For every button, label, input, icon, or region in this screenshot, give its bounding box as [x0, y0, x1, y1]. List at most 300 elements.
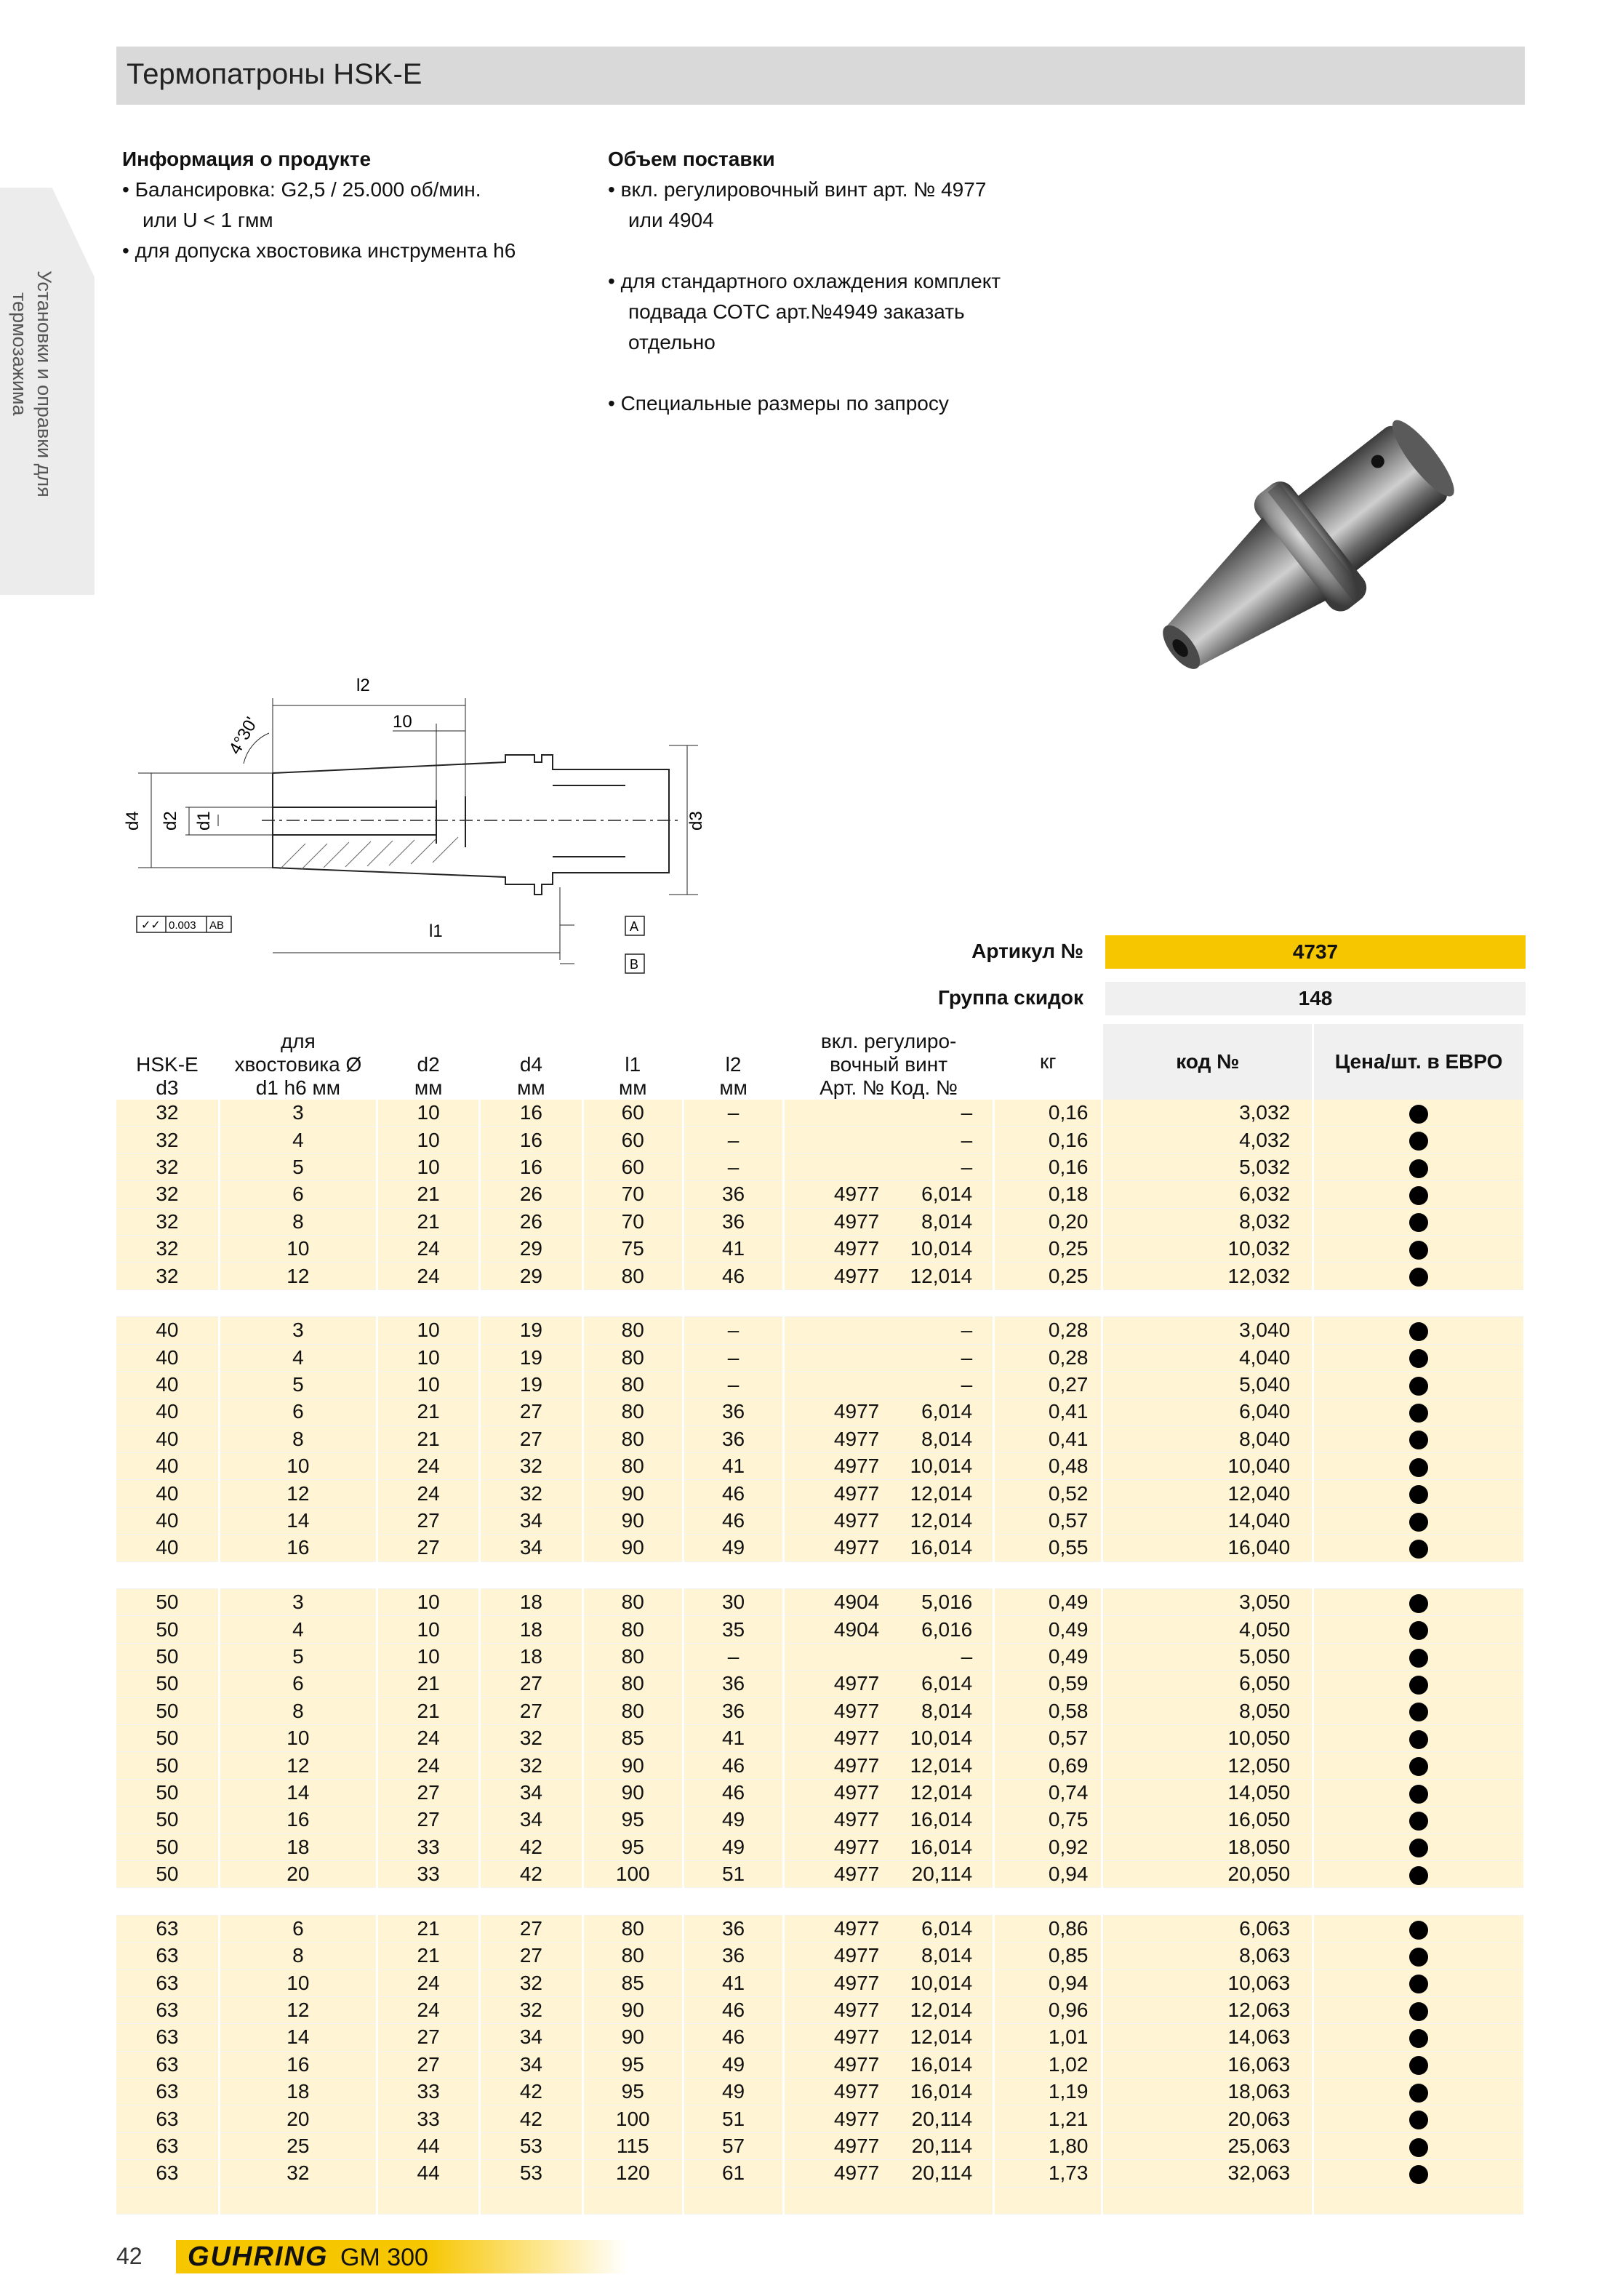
cell-screw-article: 4977: [833, 1455, 880, 1478]
filled-circle-icon: [1409, 1785, 1428, 1804]
cell-price: [1313, 1616, 1525, 1643]
cell-l1: 100: [582, 2105, 683, 2132]
filled-circle-icon: [1409, 1431, 1428, 1449]
cell-d2: 24: [377, 1263, 479, 1289]
cell-screw: [784, 2079, 994, 2105]
product-info: [122, 144, 516, 266]
cell-screw-code: 6,014: [921, 1183, 973, 1206]
cell-screw-code: 10,014: [910, 1237, 973, 1260]
cell-price: [1313, 1589, 1525, 1616]
col-d2: d2 мм: [377, 1024, 479, 1100]
cell-shank-d1: 6: [219, 1671, 377, 1697]
cell-d4: 32: [480, 1996, 582, 2023]
cell-order-code: 10,032: [1102, 1235, 1313, 1262]
cell-l2: 51: [683, 2105, 783, 2132]
cell-order-code: 12,032: [1102, 1263, 1313, 1289]
filled-circle-icon: [1409, 1839, 1428, 1857]
cell-screw-article: 4977: [833, 1237, 880, 1260]
cell-shank-d1: 3: [219, 1317, 377, 1344]
filled-circle-icon: [1409, 1377, 1428, 1396]
cell-d2: 21: [377, 1697, 479, 1724]
cell-d4: 29: [480, 1263, 582, 1289]
cell-l2: 49: [683, 1833, 783, 1860]
cell-d2: 21: [377, 1915, 479, 1942]
cell-screw: [784, 1371, 994, 1398]
cell-shank-d1: 18: [219, 1833, 377, 1860]
cell-d2: 21: [377, 1943, 479, 1969]
side-tab-text: [7, 271, 57, 497]
cell-d2: 24: [377, 1724, 479, 1751]
cell-price: [1313, 1507, 1525, 1534]
product-info-heading: Информация о продукте: [122, 148, 372, 170]
cell-screw-article: 4977: [833, 1209, 880, 1233]
cell-screw-code: 12,014: [910, 2025, 973, 2049]
table-row: [116, 1344, 1525, 1371]
cell-d4: 53: [480, 2160, 582, 2187]
cell-screw-article: 4977: [833, 1971, 880, 1994]
cell-weight: 1,80: [993, 2132, 1102, 2159]
table-row: [116, 1181, 1525, 1208]
cell-d4: 42: [480, 1860, 582, 1887]
cell-d2: 24: [377, 1752, 479, 1779]
filled-circle-icon: [1409, 2029, 1428, 2048]
cell-screw-code: 6,014: [921, 1672, 973, 1695]
side-tab-line-1: Установки и оправки для: [33, 271, 55, 497]
cell-order-code: 14,063: [1102, 2024, 1313, 2051]
cell-price: [1313, 1100, 1525, 1127]
cell-shank-d1: 6: [219, 1181, 377, 1208]
delivery-line: отдельно: [628, 331, 716, 353]
delivery-line: подвада СОТС арт.№4949 заказать: [628, 300, 965, 323]
table-row: [116, 1480, 1525, 1507]
cell-order-code: 12,050: [1102, 1752, 1313, 1779]
cell-hsk-d3: 63: [116, 2051, 219, 2078]
cell-hsk-d3: 40: [116, 1317, 219, 1344]
table-row: [116, 1371, 1525, 1398]
cell-screw-code: 16,014: [910, 1808, 973, 1831]
cell-shank-d1: 14: [219, 2024, 377, 2051]
filled-circle-icon: [1409, 2138, 1428, 2157]
cell-l1: 75: [582, 1235, 683, 1262]
cell-hsk-d3: 32: [116, 1153, 219, 1180]
table-row: [116, 1671, 1525, 1697]
cell-screw: [784, 1833, 994, 1860]
cell-screw-code: 8,014: [921, 1209, 973, 1233]
cell-shank-d1: 10: [219, 1969, 377, 1996]
table-row: [116, 1996, 1525, 2023]
cell-l1: 80: [582, 1344, 683, 1371]
cell-l2: 51: [683, 1860, 783, 1887]
table-row: [116, 1235, 1525, 1262]
cell-d4: 53: [480, 2132, 582, 2159]
cell-weight: 0,20: [993, 1208, 1102, 1235]
cell-d2: 33: [377, 2105, 479, 2132]
cell-screw-code: 12,014: [910, 1999, 973, 2022]
cell-order-code: 10,040: [1102, 1453, 1313, 1480]
cell-order-code: 6,040: [1102, 1399, 1313, 1425]
cell-d2: 24: [377, 1480, 479, 1507]
cell-screw: [784, 1235, 994, 1262]
cell-d2: 33: [377, 1860, 479, 1887]
filled-circle-icon: [1409, 1458, 1428, 1477]
label-angle: 4°30': [225, 713, 263, 758]
cell-screw: [784, 1915, 994, 1942]
page-number: 42: [116, 2243, 143, 2269]
cell-l2: 46: [683, 1507, 783, 1534]
cell-screw: [784, 1969, 994, 1996]
cell-order-code: 6,050: [1102, 1671, 1313, 1697]
cell-weight: 0,27: [993, 1371, 1102, 1398]
table-row: [116, 2132, 1525, 2159]
cell-d4: 18: [480, 1643, 582, 1670]
cell-weight: 0,94: [993, 1969, 1102, 1996]
cell-l1: 90: [582, 1507, 683, 1534]
cell-l1: 80: [582, 1399, 683, 1425]
cell-l1: 60: [582, 1100, 683, 1127]
cell-shank-d1: 4: [219, 1127, 377, 1153]
cell-price: [1313, 1317, 1525, 1344]
filled-circle-icon: [1409, 1676, 1428, 1695]
cell-shank-d1: 8: [219, 1943, 377, 1969]
cell-screw: [784, 2160, 994, 2187]
cell-hsk-d3: 50: [116, 1671, 219, 1697]
cell-order-code: 4,050: [1102, 1616, 1313, 1643]
cell-price: [1313, 1208, 1525, 1235]
cell-hsk-d3: 50: [116, 1807, 219, 1833]
cell-weight: 0,48: [993, 1453, 1102, 1480]
cell-order-code: 16,050: [1102, 1807, 1313, 1833]
cell-screw-code: 10,014: [910, 1971, 973, 1994]
cell-screw-code: –: [961, 1155, 973, 1178]
cell-screw-code: –: [961, 1319, 973, 1342]
cell-order-code: 10,063: [1102, 1969, 1313, 1996]
cell-l2: –: [683, 1100, 783, 1127]
cell-weight: 0,85: [993, 1943, 1102, 1969]
filled-circle-icon: [1409, 1703, 1428, 1721]
delivery-line: • Специальные размеры по запросу: [608, 392, 949, 415]
cell-l2: 41: [683, 1724, 783, 1751]
cell-price: [1313, 1344, 1525, 1371]
cell-hsk-d3: 63: [116, 2132, 219, 2159]
cell-order-code: 25,063: [1102, 2132, 1313, 2159]
cell-hsk-d3: 63: [116, 1943, 219, 1969]
cell-d4: 42: [480, 2105, 582, 2132]
cell-screw: [784, 1807, 994, 1833]
cell-d4: 32: [480, 1969, 582, 1996]
cell-d2: 24: [377, 1969, 479, 1996]
cell-screw: [784, 1100, 994, 1127]
cell-price: [1313, 2051, 1525, 2078]
product-photo: [1105, 364, 1520, 727]
cell-screw-code: –: [961, 1101, 973, 1124]
cell-screw-code: 20,114: [911, 2161, 973, 2185]
cell-screw-article: 4977: [833, 2025, 880, 2049]
cell-screw-article: 4904: [833, 1617, 880, 1641]
cell-d4: 26: [480, 1208, 582, 1235]
cell-screw-code: 12,014: [910, 1481, 973, 1505]
label-d3: d3: [686, 811, 706, 831]
cell-weight: 0,59: [993, 1671, 1102, 1697]
cell-shank-d1: 25: [219, 2132, 377, 2159]
discount-cell: [1105, 982, 1526, 1015]
cell-d2: 10: [377, 1616, 479, 1643]
cell-screw: [784, 2051, 994, 2078]
cell-screw-code: 8,014: [921, 1427, 973, 1450]
cell-screw-article: 4977: [833, 1863, 880, 1886]
cell-screw-code: 20,114: [911, 1863, 973, 1886]
cell-hsk-d3: 50: [116, 1752, 219, 1779]
cell-order-code: 6,063: [1102, 1915, 1313, 1942]
cell-d4: 16: [480, 1127, 582, 1153]
runout-symbol-icon: ✓✓: [141, 919, 161, 932]
cell-screw-code: –: [961, 1345, 973, 1369]
cell-shank-d1: 12: [219, 1752, 377, 1779]
cell-screw: [784, 1344, 994, 1371]
cell-d2: 27: [377, 1535, 479, 1561]
cell-screw-article: 4977: [833, 1400, 880, 1423]
cell-l1: 80: [582, 1915, 683, 1942]
cell-shank-d1: 4: [219, 1616, 377, 1643]
filled-circle-icon: [1409, 1159, 1428, 1178]
cell-order-code: 3,050: [1102, 1589, 1313, 1616]
cell-l2: 36: [683, 1425, 783, 1452]
cell-hsk-d3: 50: [116, 1589, 219, 1616]
cell-shank-d1: 6: [219, 1915, 377, 1942]
cell-price: [1313, 2024, 1525, 2051]
cell-l2: –: [683, 1317, 783, 1344]
cell-screw-code: 12,014: [910, 1264, 973, 1287]
table-row: [116, 1833, 1525, 1860]
cell-weight: 1,73: [993, 2160, 1102, 2187]
cell-screw-article: 4977: [833, 1427, 880, 1450]
delivery-line: • вкл. регулировочный винт арт. № 4977: [608, 178, 987, 201]
cell-l1: 95: [582, 2079, 683, 2105]
cell-l2: 46: [683, 1263, 783, 1289]
table-row: [116, 1589, 1525, 1616]
cell-l1: 60: [582, 1127, 683, 1153]
cell-l2: 41: [683, 1453, 783, 1480]
cell-weight: 0,16: [993, 1127, 1102, 1153]
cell-weight: 0,16: [993, 1153, 1102, 1180]
cell-hsk-d3: 63: [116, 2079, 219, 2105]
cell-weight: 0,58: [993, 1697, 1102, 1724]
col-weight: кг: [993, 1024, 1102, 1100]
col-shank: для хвостовика Ø d1 h6 мм: [219, 1024, 377, 1100]
cell-d4: 19: [480, 1317, 582, 1344]
cell-l1: 80: [582, 1697, 683, 1724]
cell-screw-article: 4977: [833, 1264, 880, 1287]
cell-screw: [784, 1724, 994, 1751]
cell-hsk-d3: 32: [116, 1263, 219, 1289]
cell-d2: 27: [377, 1507, 479, 1534]
cell-shank-d1: 6: [219, 1399, 377, 1425]
spec-table: [116, 1024, 1526, 2215]
cell-weight: 0,18: [993, 1181, 1102, 1208]
cell-hsk-d3: 50: [116, 1779, 219, 1806]
filled-circle-icon: [1409, 1105, 1428, 1124]
cell-d4: 16: [480, 1153, 582, 1180]
cell-l2: 49: [683, 2051, 783, 2078]
cell-screw: [784, 1752, 994, 1779]
cell-price: [1313, 1807, 1525, 1833]
cell-d2: 10: [377, 1317, 479, 1344]
cell-hsk-d3: 50: [116, 1643, 219, 1670]
tolerance-value: 0.003: [169, 919, 196, 932]
col-code: код №: [1102, 1024, 1313, 1100]
cell-weight: 0,41: [993, 1399, 1102, 1425]
cell-d2: 24: [377, 1996, 479, 2023]
cell-d4: 34: [480, 2051, 582, 2078]
cell-hsk-d3: 40: [116, 1453, 219, 1480]
cell-l1: 95: [582, 1833, 683, 1860]
tolerance-datum: AB: [209, 919, 225, 932]
cell-weight: 0,94: [993, 1860, 1102, 1887]
cell-hsk-d3: 40: [116, 1480, 219, 1507]
table-row: [116, 1779, 1525, 1806]
side-tab-label: [9, 271, 71, 503]
cell-screw: [784, 1643, 994, 1670]
cell-l1: 95: [582, 2051, 683, 2078]
delivery-line: или 4904: [628, 209, 714, 231]
cell-screw: [784, 1208, 994, 1235]
cell-shank-d1: 8: [219, 1697, 377, 1724]
cell-d4: 26: [480, 1181, 582, 1208]
footer: [116, 2240, 625, 2273]
cell-screw-article: 4904: [833, 1591, 880, 1614]
col-d4: d4 мм: [480, 1024, 582, 1100]
cell-price: [1313, 1399, 1525, 1425]
filled-circle-icon: [1409, 1186, 1428, 1205]
cell-l1: 80: [582, 1425, 683, 1452]
cell-order-code: 8,032: [1102, 1208, 1313, 1235]
filled-circle-icon: [1409, 1649, 1428, 1668]
filled-circle-icon: [1409, 1322, 1428, 1341]
cell-hsk-d3: 40: [116, 1507, 219, 1534]
cell-screw-code: 16,014: [910, 2052, 973, 2076]
cell-d4: 19: [480, 1344, 582, 1371]
cell-d2: 21: [377, 1671, 479, 1697]
cell-order-code: 8,040: [1102, 1425, 1313, 1452]
cell-d4: 29: [480, 1235, 582, 1262]
title-bar: [116, 47, 1525, 105]
cell-screw: [784, 1697, 994, 1724]
cell-d4: 27: [480, 1399, 582, 1425]
cell-weight: 0,25: [993, 1263, 1102, 1289]
cell-d2: 33: [377, 1833, 479, 1860]
cell-price: [1313, 1996, 1525, 2023]
cell-l1: 80: [582, 1671, 683, 1697]
cell-weight: 0,52: [993, 1480, 1102, 1507]
filled-circle-icon: [1409, 1621, 1428, 1640]
cell-d2: 10: [377, 1127, 479, 1153]
cell-l2: –: [683, 1344, 783, 1371]
cell-l2: –: [683, 1153, 783, 1180]
cell-d2: 10: [377, 1153, 479, 1180]
technical-drawing: [116, 669, 706, 996]
cell-d2: 10: [377, 1100, 479, 1127]
cell-hsk-d3: 63: [116, 2024, 219, 2051]
cell-l1: 80: [582, 1371, 683, 1398]
cell-hsk-d3: 50: [116, 1833, 219, 1860]
label-d2: d2: [161, 811, 180, 831]
cell-d4: 34: [480, 1779, 582, 1806]
cell-d4: 18: [480, 1589, 582, 1616]
cell-l1: 100: [582, 1860, 683, 1887]
cell-screw-article: 4977: [833, 1699, 880, 1722]
filled-circle-icon: [1409, 2056, 1428, 2075]
cell-d2: 10: [377, 1371, 479, 1398]
empty-row: [116, 2187, 1525, 2214]
cell-shank-d1: 3: [219, 1100, 377, 1127]
filled-circle-icon: [1409, 1594, 1428, 1613]
article-number-cell: [1105, 935, 1526, 969]
cell-l2: 36: [683, 1697, 783, 1724]
cell-screw: [784, 1535, 994, 1561]
cell-screw-code: 16,014: [910, 2080, 973, 2103]
cell-l2: 61: [683, 2160, 783, 2187]
cell-screw: [784, 1860, 994, 1887]
col-l1: l1 мм: [582, 1024, 683, 1100]
cell-hsk-d3: 50: [116, 1860, 219, 1887]
cell-d2: 33: [377, 2079, 479, 2105]
cell-order-code: 3,040: [1102, 1317, 1313, 1344]
cell-weight: 0,49: [993, 1643, 1102, 1670]
cell-d4: 34: [480, 1807, 582, 1833]
table-row: [116, 2051, 1525, 2078]
cell-screw: [784, 1181, 994, 1208]
cell-screw-article: 4977: [833, 1916, 880, 1940]
cell-price: [1313, 1263, 1525, 1289]
cell-d4: 42: [480, 2079, 582, 2105]
cell-hsk-d3: 50: [116, 1616, 219, 1643]
discount-label: Группа скидок: [938, 986, 1083, 1009]
table-row: [116, 1752, 1525, 1779]
table-row: [116, 1263, 1525, 1289]
cell-weight: 0,96: [993, 1996, 1102, 2023]
table-row: [116, 1943, 1525, 1969]
table-row: [116, 1317, 1525, 1344]
cell-screw: [784, 1996, 994, 2023]
cell-shank-d1: 12: [219, 1480, 377, 1507]
cell-l1: 80: [582, 1616, 683, 1643]
filled-circle-icon: [1409, 1132, 1428, 1151]
cell-hsk-d3: 40: [116, 1371, 219, 1398]
cell-screw-code: 6,016: [921, 1617, 973, 1641]
cell-l1: 90: [582, 1779, 683, 1806]
cell-l2: 57: [683, 2132, 783, 2159]
cell-price: [1313, 1235, 1525, 1262]
cell-weight: 0,86: [993, 1915, 1102, 1942]
cell-price: [1313, 2132, 1525, 2159]
cell-order-code: 5,050: [1102, 1643, 1313, 1670]
cell-hsk-d3: 32: [116, 1181, 219, 1208]
cell-l1: 80: [582, 1263, 683, 1289]
table-row: [116, 1507, 1525, 1534]
table-row: [116, 1807, 1525, 1833]
cell-order-code: 18,050: [1102, 1833, 1313, 1860]
cell-d4: 42: [480, 1833, 582, 1860]
cell-l1: 115: [582, 2132, 683, 2159]
cell-screw: [784, 2024, 994, 2051]
cell-price: [1313, 1697, 1525, 1724]
cell-screw-code: 6,014: [921, 1400, 973, 1423]
delivery-scope: [608, 144, 1001, 419]
filled-circle-icon: [1409, 1921, 1428, 1940]
cell-price: [1313, 1752, 1525, 1779]
cell-weight: 0,75: [993, 1807, 1102, 1833]
cell-screw: [784, 2105, 994, 2132]
cell-d4: 19: [480, 1371, 582, 1398]
